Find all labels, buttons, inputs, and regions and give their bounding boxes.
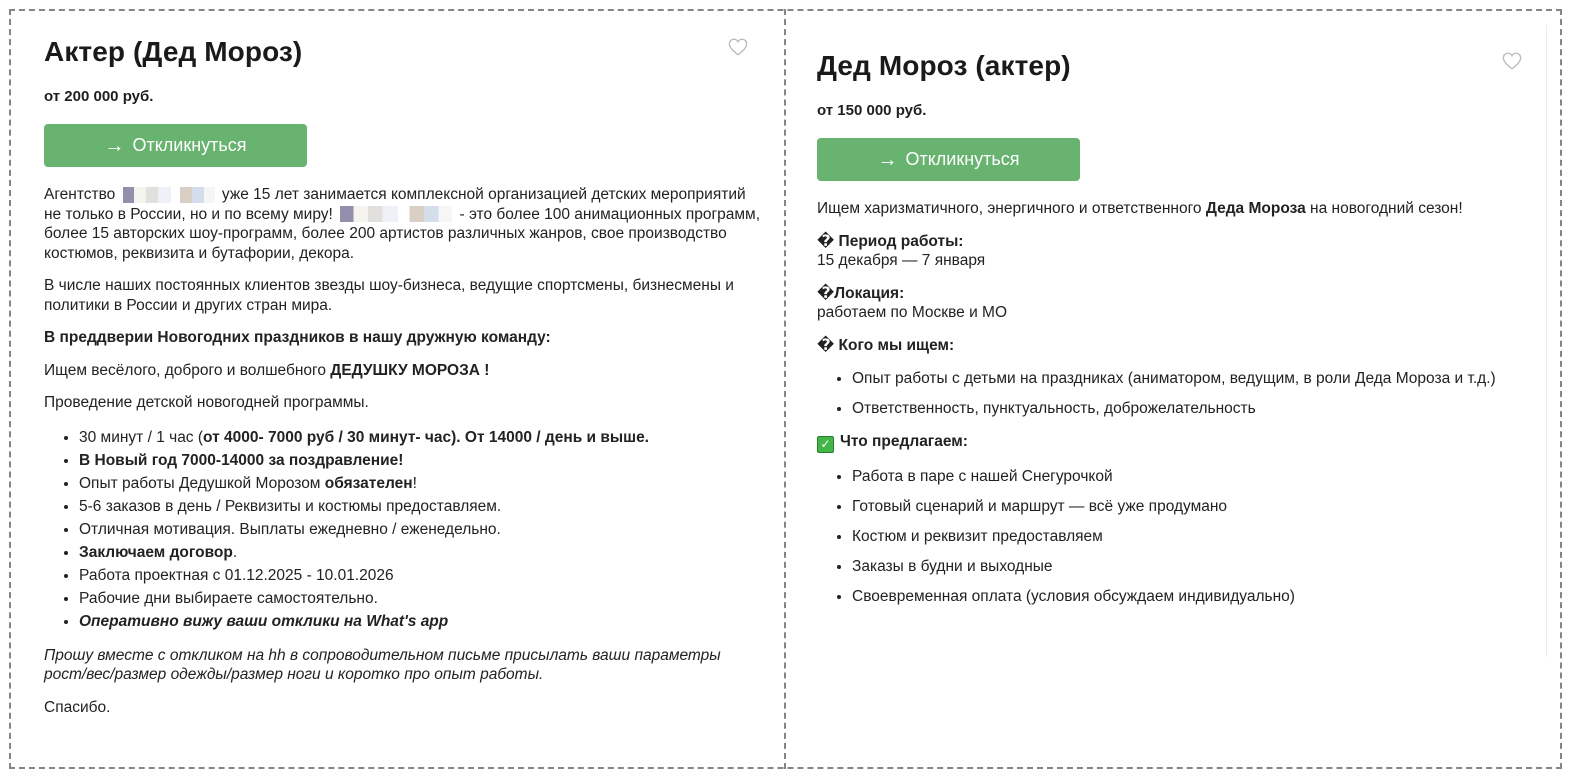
panel-divider: [784, 9, 786, 769]
text: работаем по Москве и МО: [817, 304, 1008, 321]
list-item: [79, 449, 764, 472]
arrow-right-icon: →: [104, 134, 125, 157]
text: Агентство: [44, 186, 116, 203]
respond-button[interactable]: [817, 138, 1080, 181]
text: Оперативно вижу ваши отклики на What's app: [79, 612, 449, 630]
vacancy-title[interactable]: Дед Мороз (актер): [817, 50, 1071, 81]
right-card-border: [1546, 24, 1547, 657]
list-item: • Ответственность, пунктуальность, доброжелательность: [852, 398, 1529, 419]
list-item: • Опыт работы с детьми на праздниках (аниматором, ведущим, в роли Деда Мороза и т.д.): [852, 368, 1529, 389]
text: 30 минут / 1 час (: [79, 428, 204, 446]
section-heading: � Период работы:: [817, 232, 964, 250]
requirements-list: [817, 368, 1529, 419]
period-section: [817, 232, 1529, 271]
list-item: [79, 541, 764, 564]
text: уже 15 лет занимается комплексной организацией детских мероприятий не только в России, но и по всему миру!: [44, 186, 746, 223]
favorite-heart-icon[interactable]: [1502, 52, 1522, 70]
text: на новогодний сезон!: [1310, 200, 1463, 217]
check-mark-button-icon: ✓: [817, 436, 834, 453]
list-item: • Рабочие дни выбираете самостоятельно.: [79, 587, 764, 610]
text: Ищем харизматичного, энергичного и ответственного: [817, 200, 1202, 217]
text: Прошу вместе с откликом на hh в сопроводительном письме присылать ваши параметры рост/вес/размер одежды/размер ноги и коротко про опыт работы.: [44, 646, 721, 683]
list-item: [79, 472, 764, 495]
text: Опыт работы Дедушкой Морозом: [79, 474, 321, 492]
description-paragraph: В числе наших постоянных клиентов звезды шоу-бизнеса, ведущие спортсмены, бизнесмены и политики в России и других стран мира.: [44, 277, 734, 314]
vacancy-description: [44, 185, 764, 717]
text: .: [232, 543, 238, 561]
text: 15 декабря — 7 января: [817, 252, 986, 269]
list-item: • Работа проектная с 01.12.2025 - 10.01.2026: [79, 564, 764, 587]
description-paragraph: [44, 361, 764, 381]
conditions-list: [44, 426, 764, 633]
vacancy-card-right: [817, 44, 1529, 620]
respond-button-label: Откликнуться: [132, 135, 247, 155]
respond-button[interactable]: [44, 124, 307, 167]
redacted-agency-name: [123, 187, 215, 203]
text: Деда Мороза: [1205, 200, 1306, 217]
application-note: [44, 646, 764, 685]
list-item: • Работа в паре с нашей Снегурочкой: [852, 466, 1529, 487]
section-heading: � Кого мы ищем:: [817, 336, 955, 354]
description-paragraph: Проведение детской новогодней программы.: [44, 394, 369, 411]
description-paragraph: [817, 199, 1529, 219]
favorite-heart-icon[interactable]: [728, 38, 748, 56]
text: Ищем весёлого, доброго и волшебного: [44, 361, 326, 379]
description-heading: [44, 328, 764, 348]
list-item: [79, 610, 764, 633]
arrow-right-icon: →: [877, 148, 898, 171]
vacancy-salary: от 150 000 руб.: [817, 102, 927, 119]
redacted-agency-name: [340, 206, 452, 222]
text: от 4000- 7000 руб / 30 минут- час). От 14000 / день и выше.: [203, 428, 649, 446]
text: ДЕДУШКУ МОРОЗА !: [330, 361, 490, 379]
vacancy-description: [817, 199, 1529, 607]
offer-section-heading: [817, 432, 1529, 453]
section-heading: �Локация:: [817, 284, 905, 302]
list-item: • 5-6 заказов в день / Реквизиты и костюмы предоставляем.: [79, 495, 764, 518]
list-item: • Заказы в будни и выходные: [852, 556, 1529, 577]
list-item: • Готовый сценарий и маршрут — всё уже продумано: [852, 496, 1529, 517]
vacancy-salary: от 200 000 руб.: [44, 88, 154, 105]
text: !: [412, 474, 417, 492]
who-section-heading: [817, 336, 1529, 356]
offer-list: [817, 466, 1529, 607]
section-heading: Что предлагаем:: [840, 433, 968, 450]
list-item: • Отличная мотивация. Выплаты ежедневно / еженедельно.: [79, 518, 764, 541]
text: В Новый год 7000-14000 за поздравление!: [79, 451, 404, 469]
description-paragraph: [44, 185, 764, 263]
text: В преддверии Новогодних праздников в нашу дружную команду:: [44, 329, 551, 346]
text: - это более 100 анимационных программ, более 15 авторских шоу-программ, более 200 артистов различных жанров, свое производство костюмов, реквизита и бутафории, декора.: [44, 205, 761, 262]
thanks-text: Спасибо.: [44, 698, 111, 716]
list-item: • Костюм и реквизит предоставляем: [852, 526, 1529, 547]
respond-button-label: Откликнуться: [905, 149, 1020, 169]
list-item: • Своевременная оплата (условия обсуждаем индивидуально): [852, 586, 1529, 607]
vacancy-title[interactable]: Актер (Дед Мороз): [44, 36, 303, 67]
text: обязателен: [324, 474, 413, 492]
vacancy-card-left: [44, 30, 764, 730]
text: Заключаем договор: [79, 543, 233, 561]
list-item: [79, 426, 764, 449]
location-section: [817, 284, 1529, 323]
